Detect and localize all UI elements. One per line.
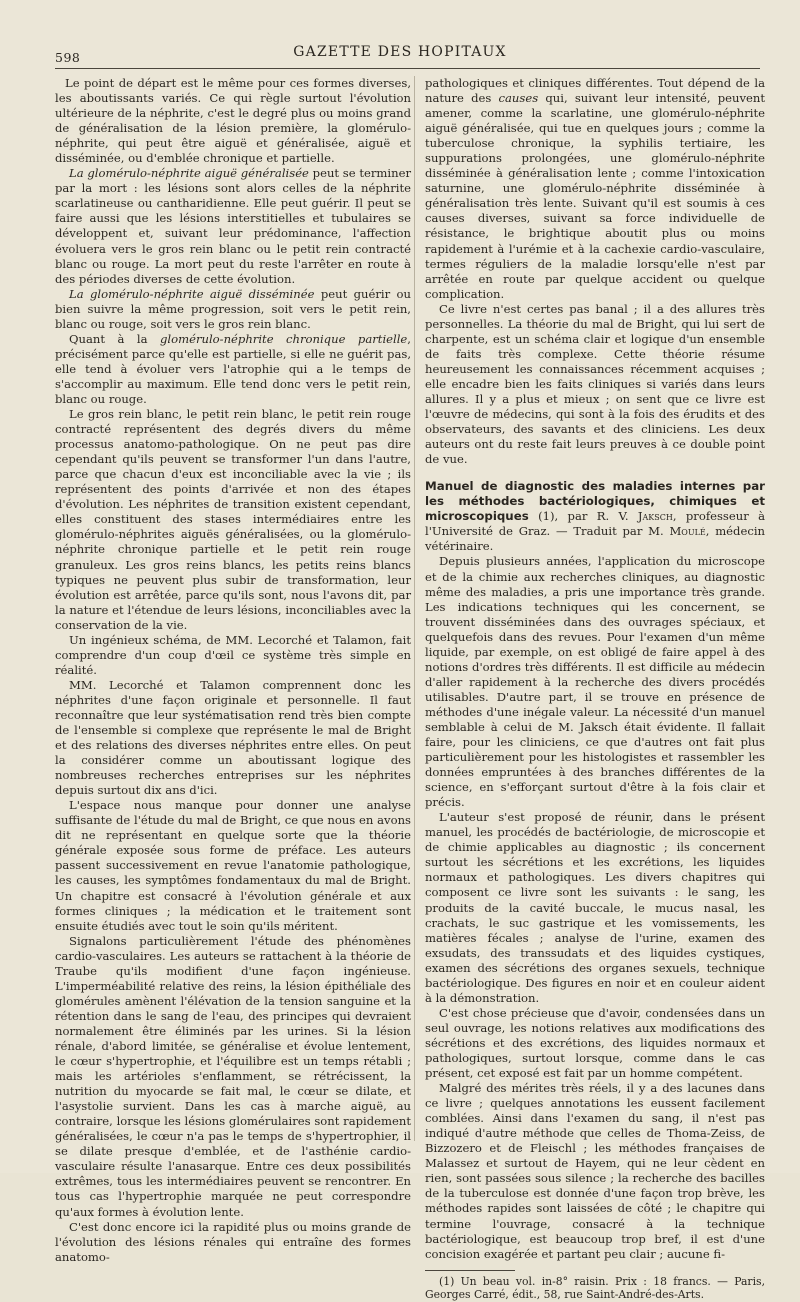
review-heading xyxy=(425,479,765,554)
paragraph: L'espace nous manque pour donner une analyse suffisante de l'étude du mal de Bright, ce que nous en avons dit ne représentant en quelque sorte que la théorie générale exposée sous forme de préface. Les auteurs passent successivement en revue l'anatomie pathologique, les causes, les symptômes fondamentaux du mal de Bright. Un chapitre est consacré à l'évolution générale et aux formes cliniques ; la médication et le traitement sont ensuite étudiés avec tout le soin qu'ils méritent. xyxy=(55,798,411,933)
paragraph: Malgré des mérites très réels, il y a des lacunes dans ce livre ; quelques annotations les eussent facilement comblées. Ainsi dans l'examen du sang, il n'est pas indiqué d'autre méthode que celles de Thoma-Zeiss, de Bizzozero et de Fleischl ; les méthodes françaises de Malassez et surtout de Hayem, qui ne leur cèdent en rien, sont passées sous silence ; la recherche des bacilles de la tuberculose est donnée d'une façon trop brève, les méthodes rapides sont laissées de côté ; le chapitre qui termine l'ouvrage, consacré à la technique bactériologique, est beaucoup trop bref, il est d'une concision exagérée et partant peu clair ; aucune fi- xyxy=(425,1081,765,1261)
paragraph: C'est chose précieuse que d'avoir, condensées dans un seul ouvrage, les notions relatives aux modifications des sécrétions et des excrétions, des liquides normaux et pathologiques, surtout lorsque, comme dans le cas présent, cet exposé est fait par un homme compétent. xyxy=(425,1005,765,1081)
paragraph: L'auteur s'est proposé de réunir, dans le présent manuel, les procédés de bactériologie, de microscopie et de chimie applicables au diagnostic ; ils concernent surtout les sécrétions et les excrétions, les liquides normaux et pathologiques. Les divers chapitres qui composent ce livre sont les suivants : le sang, les produits de la cavité buccale, le mucus nasal, les crachats, le suc gastrique et les vomissements, les matières fécales ; analyse de l'urine, examen des exsudats, des transsudats et des liquides cystiques, examen des sécrétions des organes sexuels, technique bactériologique. Des figures en noir et en couleur aident à la démonstration. xyxy=(425,810,765,1005)
paragraph: Signalons particulièrement l'étude des phénomènes cardio-vasculaires. Les auteurs se rattachent à la théorie de Traube qu'ils modifient d'une façon ingénieuse. L'imperméabilité relative des reins, la lésion épithéliale des glomérules amènent l'élévation de la tension sanguine et la rétention dans le sang de l'eau, des principes qui devraient normalement être éliminés par les urines. Si la lésion rénale, d'abord limitée, se généralise et évolue lentement, le cœur s'hypertrophie, et l'équilibre est un temps rétabli ; mais les artérioles s'enflamment, se rétrécissent, la nutrition du myocarde se fait mal, le cœur se dilate, et l'asystolie survient. Dans les cas à marche aiguë, au contraire, lorsque les lésions glomérulaires sont rapidement généralisées, le cœur n'a pas le temps de s'hypertrophier, il se dilate presque d'emblée, et de l'asthénie cardio-vasculaire résulte l'anasarque. Entre ces deux possibilités extrêmes, tous les intermédiaires peuvent se rencontrer. En tous cas l'hypertrophie marquée ne peut correspondre qu'aux formes à évolution lente. xyxy=(55,933,411,1219)
italic-term: La glomérulo-néphrite aiguë disséminée xyxy=(69,286,315,301)
footnote-rule xyxy=(425,1270,515,1271)
column-divider xyxy=(414,76,415,1141)
paragraph: Un ingénieux schéma, de MM. Lecorché et Talamon, fait comprendre d'un coup d'œil ce système très simple en réalité. xyxy=(55,632,411,677)
paragraph: MM. Lecorché et Talamon comprennent donc les néphrites d'une façon originale et personnelle. Il faut reconnaître que leur systématisation rend très bien compte de l'ensemble si complexe que représente le mal de Bright et des relations des diverses néphrites entre elles. On peut la considérer comme un aboutissant logique des nombreuses recherches entreprises sur les néphrites depuis surtout dix ans d'ici. xyxy=(55,677,411,798)
paragraph-text: peut guérir ou bien suivre la même progression, soit vers le petit rein, blanc ou rouge, soit vers le gros rein blanc. xyxy=(55,286,411,331)
footnote-ref: (1), xyxy=(528,509,568,524)
right-column xyxy=(425,76,765,1302)
paragraph xyxy=(55,287,411,332)
byline-text: , médecin vétérinaire. xyxy=(425,524,765,554)
review-title: Manuel de diagnostic des maladies internes par les méthodes bactériologiques, chimiques et microscopiques xyxy=(425,479,765,524)
byline-text: , professeur à l'Université de Graz. — Traduit par M. xyxy=(425,509,765,539)
paragraph-text: peut se terminer par la mort : les lésions sont alors celles de la néphrite scarlatineuse ou cantharidienne. Elle peut guérir. Il peut se faire aussi que les lésions interstitielles et tubulaires se développent et, suivant leur prédominance, l'affection évoluera vers le gros rein blanc ou le petit rein contracté blanc ou rouge. La mort peut du reste l'arrêter en route à des périodes diverses de cette évolution. xyxy=(55,166,411,286)
byline-text: par R. V. xyxy=(567,509,638,524)
italic-term: causes xyxy=(498,91,539,106)
paragraph: Le gros rein blanc, le petit rein blanc, le petit rein rouge contracté représentent des degrés divers du même processus anatomo-pathologique. On ne peut pas dire cependant qu'ils peuvent se transformer l'un dans l'autre, parce que chacun d'eux est inconciliable avec la vie ; ils représentent des points d'arrivée et non des étapes d'évolution. Les néphrites de transition existent cependant, elles constituent des stases intermédiaires entre les glomérulo-néphrites aiguës généralisées, ou la glomérulo-néphrite chronique partielle et le petit rein rouge granuleux. Les gros reins blancs, les petits reins blancs typiques ne peuvent plus subir de transformation, leur évolution est arrêtée, parce qu'ils sont, nous l'avons dit, par la nature et l'étendue de leurs lésions, inconciliables avec la conservation de la vie. xyxy=(55,407,411,632)
paragraph-text: pathologiques et cliniques différentes. Tout dépend de la nature des xyxy=(425,76,765,106)
header-rule xyxy=(55,68,760,69)
running-title: GAZETTE DES HOPITAUX xyxy=(293,44,507,60)
paragraph: Le point de départ est le même pour ces formes diverses, les aboutissants variés. Ce qui règle surtout l'évolution ultérieure de la néphrite, c'est le degré plus ou moins grand de généralisation de la lésion première, la glomérulo-néphrite, qui peut être aiguë et généralisée, aiguë et disséminée, ou d'emblée chronique et partielle. xyxy=(55,76,411,166)
page-number: 598 xyxy=(55,50,81,65)
paragraph-text: qui, suivant leur intensité, peuvent amener, comme la scarlatine, une glomérulo-néphrite aiguë généralisée, qui tue en quelques jours ; comme la tuberculose chronique, la syphilis tertiaire, les suppurations prolongées, une glomérulo-néphrite disséminée à généralisation lente ; comme l'intoxication saturnine, une glomérulo-néphrite disséminée à généralisation très lente. Suivant qu'il est soumis à ces causes diverses, suivant sa force individuelle de résistance, le brightique aboutit plus ou moins rapidement à l'urémie et à la cachexie cardio-vasculaire, termes réguliers de la maladie lorsqu'elle n'est par arrêtée en route par quelque accident ou quelque complication. xyxy=(425,91,766,301)
footnote: (1) Un beau vol. in-8° raisin. Prix : 18 francs. — Paris, Georges Carré, édit., 58, rue Saint-André-des-Arts. xyxy=(425,1274,765,1302)
italic-term: glomérulo-néphrite chronique partielle xyxy=(159,331,408,346)
paragraph: C'est donc encore ici la rapidité plus ou moins grande de l'évolution des lésions rénales qui entraîne des formes anatomo- xyxy=(55,1219,411,1264)
paragraph: Depuis plusieurs années, l'application du microscope et de la chimie aux recherches cliniques, au diagnostic même des maladies, a pris une importance très grande. Les indications techniques qui les concernent, se trouvent disséminées dans des ouvrages spéciaux, et quelquefois dans des revues. Pour l'examen d'un même liquide, par exemple, on est obligé de faire appel à des notions d'ordres très différents. Il est difficile au médecin d'aller rapidement à la recherche des divers procédés utilisables. D'autre part, il se trouve en présence de méthodes d'une inégale valeur. La nécessité d'un manuel semblable à celui de M. Jaksch était évidente. Il fallait faire, pour les cliniciens, ce que d'autres ont fait plus particulièrement pour les histologistes et rassembler les données empruntées à des branches différentes de la science, en s'efforçant surtout d'être à la fois clair et précis. xyxy=(425,554,765,810)
author-name: Jaksch xyxy=(637,509,673,524)
paragraph-text: Quant à la xyxy=(69,331,160,346)
translator-name: Moulé xyxy=(669,524,706,539)
paragraph xyxy=(55,332,411,407)
paragraph xyxy=(55,166,411,286)
paragraph-text: , précisément parce qu'elle est partielle, si elle ne guérit pas, elle tend à évoluer vers l'atrophie qui a le temps de s'accomplir au maximum. Elle tend donc vers le petit rein, blanc ou rouge. xyxy=(55,331,411,406)
page-header xyxy=(0,44,800,70)
paragraph xyxy=(425,76,765,302)
italic-term: La glomérulo-néphrite aiguë généralisée xyxy=(69,166,309,181)
paragraph: Ce livre n'est certes pas banal ; il a des allures très personnelles. La théorie du mal de Bright, qui lui sert de charpente, est un schéma clair et logique d'un ensemble de faits très complexe. Cette théorie résume heureusement les connaissances récemment acquises ; elle encadre bien les faits cliniques si variés dans leurs allures. Il y a plus et mieux ; on sent que ce livre est l'œuvre de médecins, qui sont à la fois des érudits et des observateurs, des savants et des cliniciens. Les deux auteurs ont du reste fait leurs preuves à ce double point de vue. xyxy=(425,301,765,467)
left-column xyxy=(55,76,411,1265)
